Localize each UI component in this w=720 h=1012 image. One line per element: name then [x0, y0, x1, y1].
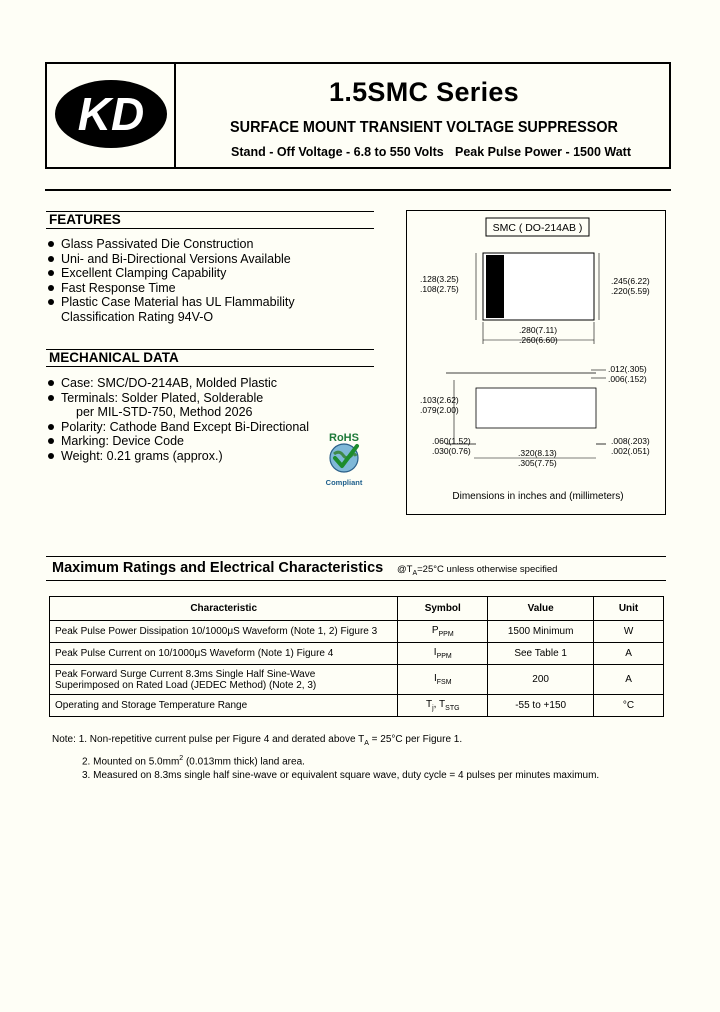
list-item-continuation: Classification Rating 94V-O: [61, 309, 214, 324]
side-view-body: [476, 388, 596, 428]
dim-label: .280(7.11): [519, 325, 558, 335]
dim-label: .220(5.59): [611, 286, 650, 296]
ratings-rule-top: [46, 556, 666, 557]
list-item: Terminals: Solder Plated, Solderable: [48, 391, 378, 406]
dim-label: .060(1.52): [432, 436, 471, 446]
dim-label: .128(3.25): [420, 274, 459, 284]
package-diagram: [406, 210, 666, 515]
header-symbol: Symbol: [398, 597, 488, 621]
cell-unit: °C: [594, 695, 664, 717]
cell-value: See Table 1: [488, 643, 594, 665]
table-row: [50, 621, 664, 643]
features-rule-bottom: [46, 228, 374, 229]
list-item: Marking: Device Code: [48, 434, 378, 449]
ratings-rule-bottom: [46, 580, 666, 581]
page-title: 1.5SMC Series: [329, 77, 519, 107]
cell-symbol: $P_{PPM}$: [398, 621, 488, 643]
list-item: Uni- and Bi-Directional Versions Available: [48, 252, 378, 267]
table-header-row: [50, 597, 664, 621]
diagram-caption: Dimensions in inches and (millimeters): [452, 491, 624, 502]
mechanical-rule-bottom: [46, 366, 374, 367]
cell-symbol: $I_{PPM}$: [398, 643, 488, 665]
list-item-continuation: per MIL-STD-750, Method 2026: [76, 405, 253, 419]
cell-characteristic: Peak Forward Surge Current 8.3ms Single Half Sine-Wave Superimposed on Rated Load (JEDEC Method) (Note 2, 3): [50, 665, 398, 695]
logo-text: KD: [77, 88, 145, 140]
features-title: FEATURES: [49, 212, 121, 227]
cell-characteristic: Peak Pulse Current on 10/1000μS Waveform (Note 1) Figure 4: [50, 643, 398, 665]
cell-value: 200: [488, 665, 594, 695]
ratings-title: Maximum Ratings and Electrical Characteristics: [52, 560, 384, 576]
cell-characteristic: Peak Pulse Power Dissipation 10/1000μS Waveform (Note 1, 2) Figure 3: [50, 621, 398, 643]
bullet-icon: [48, 241, 54, 247]
bullet-icon: [48, 285, 54, 291]
cathode-band: [486, 255, 504, 318]
list-item: Glass Passivated Die Construction: [48, 237, 378, 252]
package-label: SMC ( DO-214AB ): [492, 222, 583, 234]
bullet-icon: [48, 424, 54, 430]
stand-off-voltage: Stand - Off Voltage - 6.8 to 550 Volts: [231, 145, 444, 159]
table-row: [50, 665, 664, 695]
dim-label: .103(2.62): [420, 395, 459, 405]
cell-unit: A: [594, 643, 664, 665]
cell-value: -55 to +150: [488, 695, 594, 717]
rohs-caption: Compliant: [325, 478, 363, 487]
rohs-badge: [321, 430, 367, 488]
list-item: Weight: 0.21 grams (approx.): [48, 449, 378, 464]
mechanical-rule-top: [46, 349, 374, 350]
features-rule-top: [46, 211, 374, 212]
peak-pulse-power: Peak Pulse Power - 1500 Watt: [455, 145, 632, 159]
rohs-label: RoHS: [329, 432, 359, 444]
list-item: Case: SMC/DO-214AB, Molded Plastic: [48, 376, 378, 391]
dim-label: .305(7.75): [518, 458, 557, 468]
notes: [52, 733, 599, 784]
dim-label: .002(.051): [611, 446, 650, 456]
dim-label: .260(6.60): [519, 335, 558, 345]
cell-symbol: $I_{FSM}$: [398, 665, 488, 695]
list-item: Plastic Case Material has UL Flammability: [48, 295, 378, 310]
kd-logo: [53, 78, 169, 150]
header-rule: [45, 189, 671, 191]
bullet-icon: [48, 395, 54, 401]
bullet-icon: [48, 299, 54, 305]
bullet-icon: [48, 453, 54, 459]
list-item: Fast Response Time: [48, 281, 378, 296]
note-3: 3. Measured on 8.3ms single half sine-wave or equivalent square wave, duty cycle = 4 pulses per minutes maximum.: [82, 770, 600, 782]
bullet-icon: [48, 270, 54, 276]
header-unit: Unit: [594, 597, 664, 621]
note-1: Note: 1. Non-repetitive current pulse per Figure 4 and derated above $T_A = 25^\circ C$ per Figure 1.: [52, 734, 463, 747]
ratings-condition: $@T_A=25^\circ C$ unless otherwise specified: [397, 564, 558, 577]
bullet-icon: [48, 256, 54, 262]
cell-characteristic: Operating and Storage Temperature Range: [50, 695, 398, 717]
page-subtitle: SURFACE MOUNT TRANSIENT VOLTAGE SUPPRESSOR: [230, 119, 618, 136]
cell-unit: W: [594, 621, 664, 643]
dim-label: .108(2.75): [420, 284, 459, 294]
cell-unit: A: [594, 665, 664, 695]
dim-label: .012(.305): [608, 364, 647, 374]
dim-label: .079(2.00): [420, 405, 459, 415]
features-list: [48, 237, 378, 324]
cell-symbol: $T_j$, $T_{STG}$: [398, 695, 488, 717]
bullet-icon: [48, 380, 54, 386]
bullet-icon: [48, 438, 54, 444]
dim-label: .245(6.22): [611, 276, 650, 286]
header-value: Value: [488, 597, 594, 621]
table-row: [50, 695, 664, 717]
note-2: 2. Mounted on $5.0mm^2$ (0.013mm thick) land area.: [82, 754, 305, 767]
dim-label: .030(0.76): [432, 446, 471, 456]
dim-label: .008(.203): [611, 436, 650, 446]
cell-value: 1500 Minimum: [488, 621, 594, 643]
list-item: Polarity: Cathode Band Except Bi-Directional: [48, 420, 378, 435]
dim-label: .006(.152): [608, 374, 647, 384]
header-characteristic: Characteristic: [50, 597, 398, 621]
mechanical-title: MECHANICAL DATA: [49, 350, 179, 365]
ratings-table: [49, 596, 664, 717]
table-row: [50, 643, 664, 665]
dim-label: .320(8.13): [518, 448, 557, 458]
list-item: Excellent Clamping Capability: [48, 266, 378, 281]
